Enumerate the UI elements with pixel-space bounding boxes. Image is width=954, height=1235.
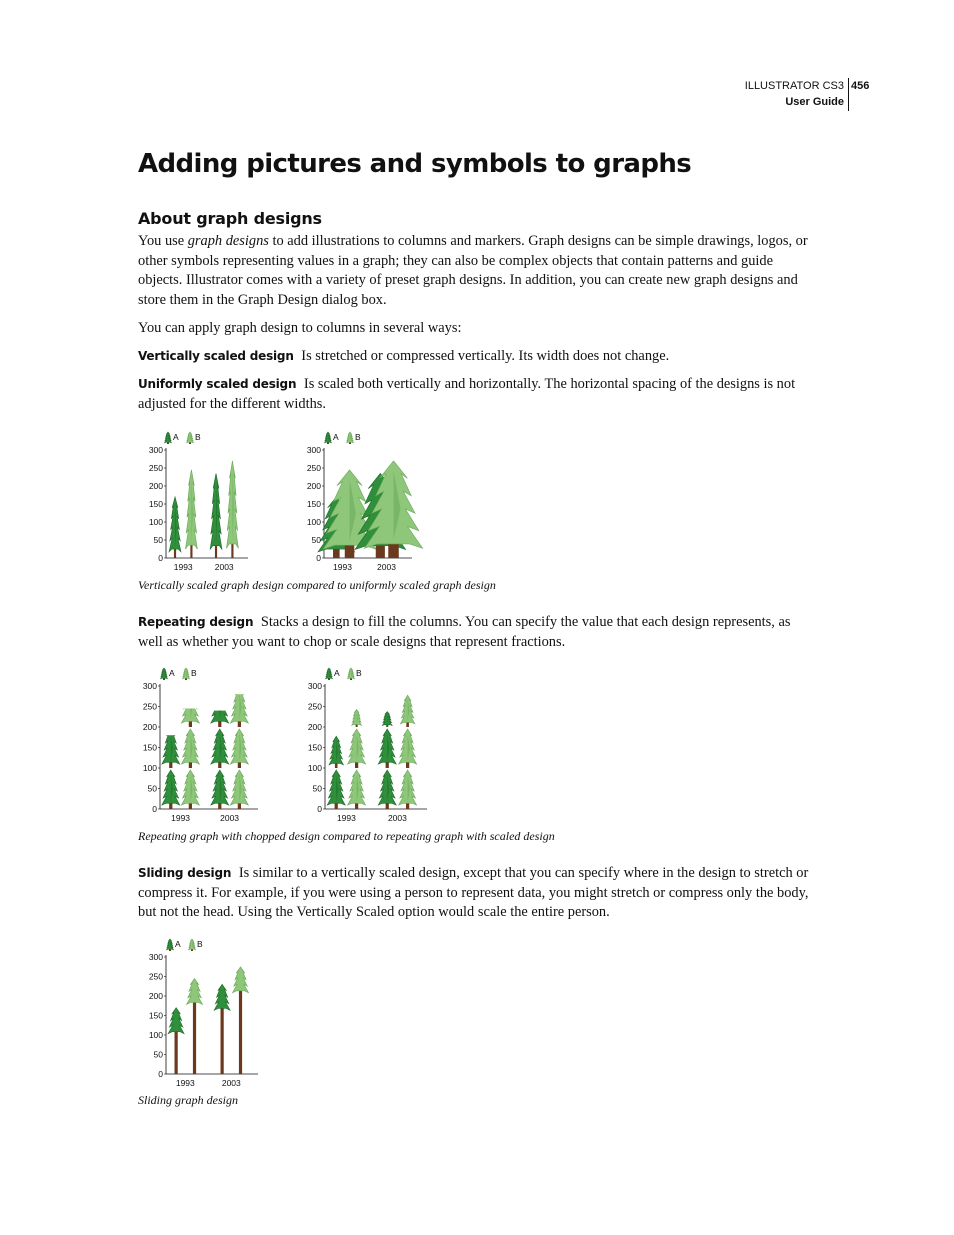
- legend-label-A: A: [175, 939, 181, 949]
- legend-swatch-A: [165, 432, 172, 444]
- y-tick-label: 100: [306, 517, 321, 527]
- x-tick-label: 1993: [333, 562, 352, 572]
- tree-segment: [162, 770, 180, 809]
- legend-swatch-B: [347, 432, 354, 444]
- apply-paragraph: You can apply graph design to columns in several ways:: [138, 320, 462, 336]
- x-tick-label: 2003: [387, 813, 407, 823]
- tree-segment: [162, 729, 180, 768]
- chart-vertical: [140, 428, 270, 574]
- y-tick-label: 50: [312, 783, 322, 794]
- legend-label-B: B: [195, 432, 201, 442]
- bar-A-2003: [214, 984, 230, 1074]
- y-tick-label: 50: [147, 783, 157, 794]
- vertical-desc: Is stretched or compressed vertically. Its width does not change.: [301, 348, 670, 364]
- x-tick-label: 2003: [377, 562, 396, 572]
- legend-swatch-B: [187, 432, 194, 444]
- y-tick-label: 200: [148, 481, 163, 491]
- tree-segment: [181, 729, 199, 768]
- tree-segment: [230, 688, 248, 727]
- y-tick-label: 200: [307, 722, 322, 732]
- y-tick-label: 50: [311, 535, 321, 545]
- legend-label-A: A: [173, 432, 179, 442]
- y-tick-label: 0: [158, 553, 163, 563]
- header-rule: [848, 78, 849, 111]
- legend-label-A: A: [333, 432, 339, 442]
- bar-B-1993: [185, 470, 197, 558]
- y-tick-label: 100: [148, 1030, 163, 1040]
- product-name: ILLUSTRATOR CS3: [744, 80, 844, 92]
- y-tick-label: 250: [307, 701, 322, 712]
- y-tick-label: 100: [148, 517, 163, 527]
- y-tick-label: 250: [306, 463, 321, 473]
- tree-segment: [181, 688, 199, 727]
- y-tick-label: 200: [306, 481, 321, 491]
- intro-paragraph: [138, 232, 818, 310]
- y-tick-label: 50: [153, 1049, 163, 1060]
- caption-fig3: Sliding graph design: [138, 1093, 239, 1107]
- chart-scaled: [305, 664, 435, 826]
- tree-segment: [378, 729, 396, 768]
- tree-segment: [211, 729, 229, 768]
- bar-B-1993: [348, 710, 366, 809]
- repeating-term: Repeating design: [138, 615, 254, 629]
- bar-A-1993: [327, 736, 345, 809]
- legend-swatch-A: [325, 432, 332, 444]
- vertical-term: Vertically scaled design: [138, 349, 294, 363]
- legend-swatch-B: [189, 939, 196, 951]
- bar-A-2003: [211, 688, 229, 809]
- chart-scaled-svg: [305, 664, 435, 826]
- y-tick-label: 200: [142, 722, 157, 732]
- y-tick-label: 0: [317, 804, 322, 814]
- y-tick-label: 0: [152, 804, 157, 814]
- bar-B-2003: [226, 461, 238, 558]
- bar-A-1993: [168, 1008, 184, 1074]
- y-tick-label: 250: [148, 971, 163, 982]
- y-tick-label: 300: [148, 445, 163, 455]
- repeating-definition: [138, 613, 818, 652]
- tree-segment: [327, 770, 345, 809]
- y-tick-label: 150: [142, 742, 157, 753]
- y-tick-label: 50: [153, 535, 163, 545]
- intro-emphasis: graph designs: [187, 233, 269, 249]
- uniform-term: Uniformly scaled design: [138, 377, 297, 391]
- bar-A-1993: [169, 497, 181, 558]
- y-tick-label: 300: [306, 445, 321, 455]
- tree-segment: [211, 770, 229, 809]
- repeating-desc: Stacks a design to fill the columns. You can specify the value that each design represents, as well as whether you want to chop or scale designs that represent fractions.: [138, 614, 791, 650]
- tree-segment: [181, 770, 199, 809]
- y-tick-label: 250: [142, 701, 157, 712]
- uniform-definition: [138, 375, 818, 414]
- legend-swatch-A: [326, 668, 333, 680]
- tree-segment: [352, 710, 362, 727]
- page-title: Adding pictures and symbols to graphs: [138, 149, 692, 179]
- caption-fig2: Repeating graph with chopped design compared to repeating graph with scaled design: [138, 829, 555, 843]
- tree-segment: [230, 770, 248, 809]
- x-tick-label: 2003: [221, 1078, 241, 1088]
- bar-B-1993: [181, 688, 199, 809]
- tree-segment: [400, 695, 414, 727]
- legend-swatch-A: [167, 939, 174, 951]
- y-tick-label: 100: [307, 763, 322, 773]
- y-tick-label: 0: [158, 1069, 163, 1079]
- section-heading: About graph designs: [138, 209, 322, 228]
- bar-A-2003: [210, 473, 222, 558]
- tree-segment: [378, 770, 396, 809]
- tree-segment: [230, 729, 248, 768]
- bar-A-2003: [378, 712, 396, 809]
- guide-name: User Guide: [785, 96, 844, 108]
- legend-swatch-B: [348, 668, 355, 680]
- bar-A-1993: [162, 729, 180, 809]
- y-tick-label: 200: [148, 991, 163, 1001]
- tree-segment: [399, 770, 417, 809]
- tree-segment: [348, 729, 366, 768]
- legend-label-B: B: [355, 432, 361, 442]
- vertical-definition: [138, 347, 818, 367]
- tree-segment: [382, 712, 392, 727]
- y-tick-label: 300: [307, 681, 322, 691]
- chart-vertical-svg: [140, 428, 270, 574]
- bar-B-2003: [399, 695, 417, 809]
- y-tick-label: 150: [148, 499, 163, 509]
- sliding-definition: [138, 864, 818, 923]
- legend-label-B: B: [197, 939, 203, 949]
- tree-segment: [211, 688, 229, 727]
- bar-B-2003: [230, 688, 248, 809]
- legend-label-B: B: [356, 668, 362, 678]
- y-tick-label: 300: [148, 952, 163, 962]
- x-tick-label: 1993: [173, 562, 193, 572]
- chart-sliding: [140, 935, 270, 1091]
- x-tick-label: 1993: [175, 1078, 195, 1088]
- y-tick-label: 150: [306, 499, 321, 509]
- y-tick-label: 0: [316, 553, 321, 563]
- uniform-desc: Is scaled both vertically and horizontally. The horizontal spacing of the designs is not adjusted for the different widths.: [138, 376, 796, 412]
- page-number: 456: [851, 80, 870, 92]
- tree-segment: [399, 729, 417, 768]
- y-tick-label: 150: [307, 742, 322, 753]
- legend-label-A: A: [334, 668, 340, 678]
- tree-segment: [329, 736, 343, 768]
- tree-segment: [348, 770, 366, 809]
- intro-text-b: to add illustrations to columns and markers. Graph designs can be simple drawings, logos, or other symbols representing values in a graph; they can also be complex objects that contain patterns and guide objects. Illustrator comes with a variety of preset graph designs. In addition, you can create new graph designs and store them in the Graph Design dialog box.: [138, 233, 808, 308]
- x-tick-label: 2003: [220, 813, 240, 823]
- bar-B-2003: [233, 967, 249, 1074]
- chart-chopped-svg: [140, 664, 270, 826]
- sliding-term: Sliding design: [138, 866, 232, 880]
- sliding-desc: Is similar to a vertically scaled design, except that you can specify where in the design to stretch or compress it. For example, if you were using a person to represent data, you might stretch or compress only the body, but not the head. Using the Vertically Scaled option would scale the entire person.: [138, 865, 809, 921]
- legend-swatch-B: [183, 668, 190, 680]
- y-tick-label: 100: [142, 763, 157, 773]
- chart-uniform-svg: [300, 428, 440, 574]
- y-tick-label: 250: [148, 463, 163, 473]
- legend-swatch-A: [161, 668, 168, 680]
- x-tick-label: 1993: [336, 813, 356, 823]
- legend-label-A: A: [169, 668, 175, 678]
- y-tick-label: 150: [148, 1010, 163, 1021]
- legend-label-B: B: [191, 668, 197, 678]
- x-tick-label: 1993: [171, 813, 191, 823]
- chart-chopped: [140, 664, 270, 826]
- chart-uniform: [300, 428, 440, 574]
- caption-fig1: Vertically scaled graph design compared to uniformly scaled graph design: [138, 578, 496, 592]
- intro-text-a: You use: [138, 233, 188, 249]
- running-header: [745, 78, 844, 110]
- chart-sliding-svg: [140, 935, 270, 1091]
- bar-B-1993: [187, 978, 203, 1074]
- y-tick-label: 300: [142, 681, 157, 691]
- x-tick-label: 2003: [214, 562, 234, 572]
